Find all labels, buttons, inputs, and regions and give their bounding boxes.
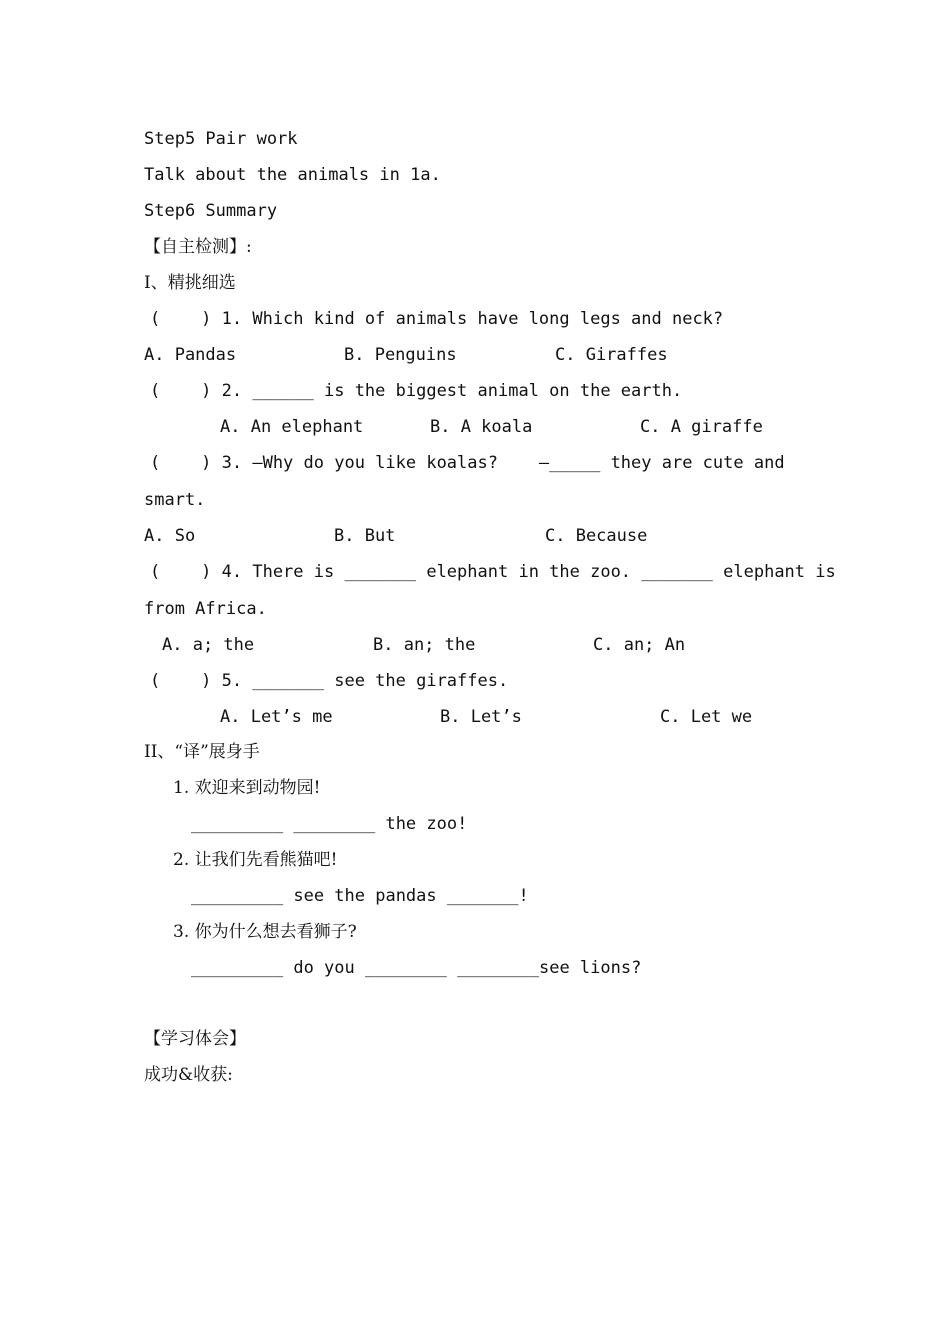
q4-option-c: C. an; An	[593, 635, 686, 655]
q1-option-c: C. Giraffes	[555, 345, 668, 365]
q1-option-b: B. Penguins	[344, 345, 457, 365]
q5-option-b: B. Let’s	[440, 707, 522, 727]
q5-option-c: C. Let we	[660, 707, 753, 727]
q2-option-b: B. A koala	[430, 417, 533, 437]
q4-stem-continued: from Africa.	[144, 599, 267, 619]
translate-2-chinese: 2. 让我们先看熊猫吧!	[173, 850, 338, 870]
q1-option-a: A. Pandas	[144, 345, 237, 365]
reflection-heading: 【学习体会】	[144, 1029, 246, 1049]
q2-stem: ( ) 2. ______ is the biggest animal on the earth.	[150, 381, 683, 401]
translate-1-english: _________ ________ the zoo!	[191, 814, 468, 834]
q3-stem-continued: smart.	[144, 490, 206, 510]
section1-heading: I、精挑细选	[144, 273, 236, 293]
translate-3-chinese: 3. 你为什么想去看狮子?	[173, 922, 357, 942]
q4-option-a: A. a; the	[162, 635, 255, 655]
q2-option-a: A. An elephant	[220, 417, 364, 437]
translate-1-chinese: 1. 欢迎来到动物园!	[173, 778, 321, 798]
step6-title: Step6 Summary	[144, 201, 278, 221]
success-label: 成功&收获:	[144, 1065, 233, 1085]
step5-title: Step5 Pair work	[144, 129, 298, 149]
q1-stem: ( ) 1. Which kind of animals have long legs and neck?	[150, 309, 724, 329]
translate-2-english: _________ see the pandas _______!	[191, 886, 529, 906]
q4-option-b: B. an; the	[373, 635, 476, 655]
q3-stem: ( ) 3. —Why do you like koalas? —_____ they are cute and	[150, 453, 785, 473]
self-check-heading: 【自主检测】:	[144, 237, 252, 257]
q5-option-a: A. Let’s me	[220, 707, 333, 727]
q3-option-c: C. Because	[545, 526, 648, 546]
q5-stem: ( ) 5. _______ see the giraffes.	[150, 671, 509, 691]
q3-option-b: B. But	[334, 526, 396, 546]
q3-option-a: A. So	[144, 526, 196, 546]
q4-stem: ( ) 4. There is _______ elephant in the zoo. _______ elephant is	[150, 562, 836, 582]
step5-text: Talk about the animals in 1a.	[144, 165, 441, 185]
translate-3-english: _________ do you ________ ________see lions?	[191, 958, 642, 978]
section2-heading: II、“译”展身手	[144, 742, 260, 762]
q2-option-c: C. A giraffe	[640, 417, 763, 437]
